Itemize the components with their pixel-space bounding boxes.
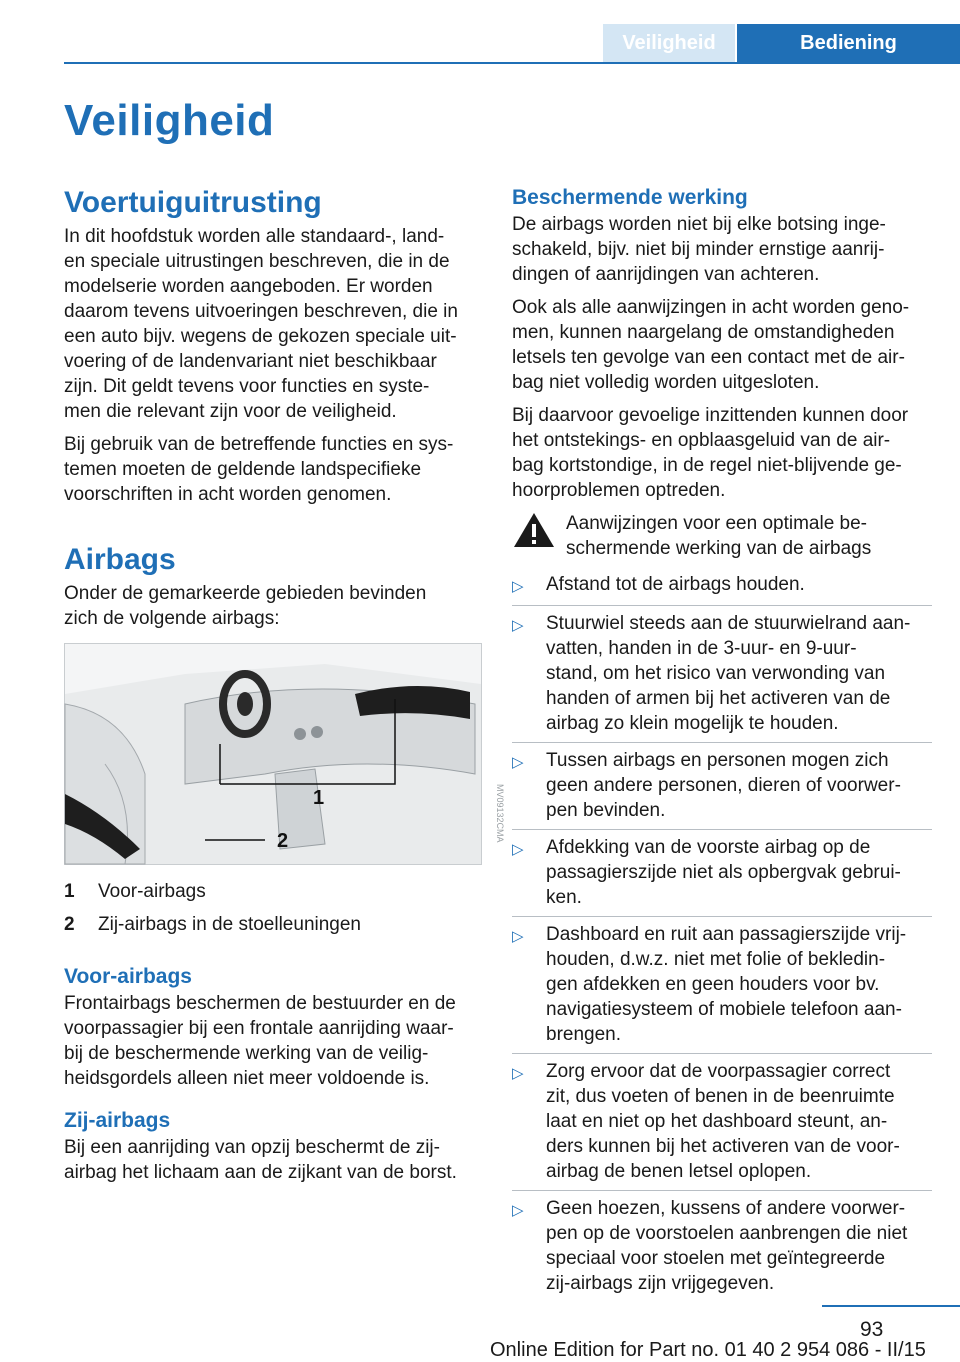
right-column xyxy=(512,184,932,1302)
list-item-text: Dashboard en ruit aan passagierszijde vrij‐ houden, d.w.z. niet met folie of bekledin‐ gen afdekken en geen houders voor bv. navigatiesysteem of mobiele telefoon aan‐ brengen. xyxy=(546,924,907,1045)
legend-item xyxy=(64,875,484,908)
paragraph-airbags-intro: Onder de gemarkeerde gebieden bevinden zich de volgende airbags: xyxy=(64,583,427,629)
legend-label: Voor-airbags xyxy=(98,881,206,902)
figure-legend xyxy=(64,875,484,941)
triangle-right-outline-icon: ▷ xyxy=(512,1202,524,1219)
legend-label: Zij-airbags in de stoelleuningen xyxy=(98,914,361,935)
legend-item xyxy=(64,908,484,941)
chapter-tab-bediening: Bediening xyxy=(737,24,960,62)
list-item-text: Geen hoezen, kussens of andere voorwer‐ pen op de voorstoelen aanbrengen die niet speciaal voor stoelen met geïntegreerde zij-airbags zijn vrijgegeven. xyxy=(546,1198,908,1294)
warning-triangle-icon xyxy=(512,511,564,556)
heading-voertuiguitrusting: Voertuiguitrusting xyxy=(64,186,322,219)
left-column xyxy=(64,184,505,1193)
callout-2: 2 xyxy=(277,830,289,852)
car-interior-illustration xyxy=(65,644,505,864)
list-item-text: Afdekking van de voorste airbag op de passagierszijde niet als opbergvak gebrui‐ ken. xyxy=(546,837,901,908)
warning-box xyxy=(512,511,932,561)
triangle-right-outline-icon: ▷ xyxy=(512,841,524,858)
section-tab-veiligheid: Veiligheid xyxy=(603,24,735,62)
callout-1: 1 xyxy=(313,787,325,809)
legend-number: 1 xyxy=(64,881,75,902)
list-item xyxy=(512,917,932,1054)
triangle-right-outline-icon: ▷ xyxy=(512,617,524,634)
triangle-right-outline-icon: ▷ xyxy=(512,1065,524,1082)
header-divider xyxy=(64,62,960,64)
list-item xyxy=(512,1054,932,1191)
footer-divider xyxy=(822,1305,960,1307)
airbag-figure xyxy=(64,643,505,865)
paragraph-bescherm-2: Ook als alle aanwijzingen in acht worden geno‐ men, kunnen naargelang de omstandigheden letsels ten gevolge van een contact met de air‐ bag niet volledig worden uitgesloten. xyxy=(512,297,910,393)
list-item xyxy=(512,743,932,830)
page-header xyxy=(0,0,960,62)
list-item xyxy=(512,830,932,917)
paragraph-voor-airbags: Frontairbags beschermen de bestuurder en de voorpassagier bij een frontale aanrijding waar‐ bij de beschermende werking van de veilig‐ heidsgordels alleen niet meer voldoende is. xyxy=(64,993,456,1089)
heading-voor-airbags: Voor-airbags xyxy=(64,965,192,988)
paragraph-zij-airbags: Bij een aanrijding van opzij beschermt de zij‐ airbag het lichaam aan de zijkant van de borst. xyxy=(64,1137,457,1183)
list-item-text: Zorg ervoor dat de voorpassagier correct zit, dus voeten of benen in de beenruimte laat en niet op het dashboard steunt, an‐ ders kunnen bij het activeren van de voor‐ airbag de benen letsel oplopen. xyxy=(546,1061,900,1182)
heading-zij-airbags: Zij-airbags xyxy=(64,1109,171,1132)
list-item xyxy=(512,1191,932,1302)
paragraph-voertuig-1: In dit hoofdstuk worden alle standaard-, land‐ en speciale uitrustingen beschreven, die in de modelserie worden aangeboden. Er worden daarom tevens uitvoeringen beschreven, die in een auto bijv. wegens de gekozen speciale uit‐ voering of de landenvariant niet beschikbaar zijn. Dit geldt tevens voor functies en syste‐ men die relevant zijn voor de veiligheid. xyxy=(64,226,458,422)
list-item xyxy=(512,606,932,743)
page-title: Veiligheid xyxy=(64,96,275,145)
list-item xyxy=(512,567,932,606)
page-number: 93 xyxy=(860,1318,884,1341)
paragraph-bescherm-1: De airbags worden niet bij elke botsing inge‐ schakeld, bijv. niet bij minder ernstige aanrij‐ dingen of aanrijdingen van achteren. xyxy=(512,214,886,285)
paragraph-voertuig-2: Bij gebruik van de betreffende functies en sys‐ temen moeten de geldende landspecifieke voorschriften in acht worden genomen. xyxy=(64,434,454,505)
edition-text: Online Edition for Part no. 01 40 2 954 086 - II/15 xyxy=(490,1339,926,1361)
triangle-right-outline-icon: ▷ xyxy=(512,928,524,945)
figure-code: MV09132CMA xyxy=(495,784,505,843)
paragraph-bescherm-3: Bij daarvoor gevoelige inzittenden kunnen door het ontstekings- en opblaasgeluid van de air‐ bag kortstondige, in de regel niet-blijvende ge‐ hoorproblemen optreden. xyxy=(512,405,909,501)
triangle-right-outline-icon: ▷ xyxy=(512,754,524,771)
warning-text: Aanwijzingen voor een optimale be‐ schermende werking van de airbags xyxy=(566,513,872,559)
heading-beschermende-werking: Beschermende werking xyxy=(512,186,748,209)
list-item-text: Tussen airbags en personen mogen zich geen andere personen, dieren of voorwer‐ pen bevinden. xyxy=(546,750,901,821)
legend-number: 2 xyxy=(64,914,75,935)
list-item-text: Afstand tot de airbags houden. xyxy=(546,574,805,595)
warning-bullet-list xyxy=(512,567,932,1302)
heading-airbags: Airbags xyxy=(64,543,176,576)
list-item-text: Stuurwiel steeds aan de stuurwielrand aan‐ vatten, handen in de 3-uur- en 9-uur- stand, om het risico van verwonding van handen of armen bij het activeren van de airbag zo klein mogelijk te houden. xyxy=(546,613,911,734)
triangle-right-outline-icon: ▷ xyxy=(512,578,524,595)
